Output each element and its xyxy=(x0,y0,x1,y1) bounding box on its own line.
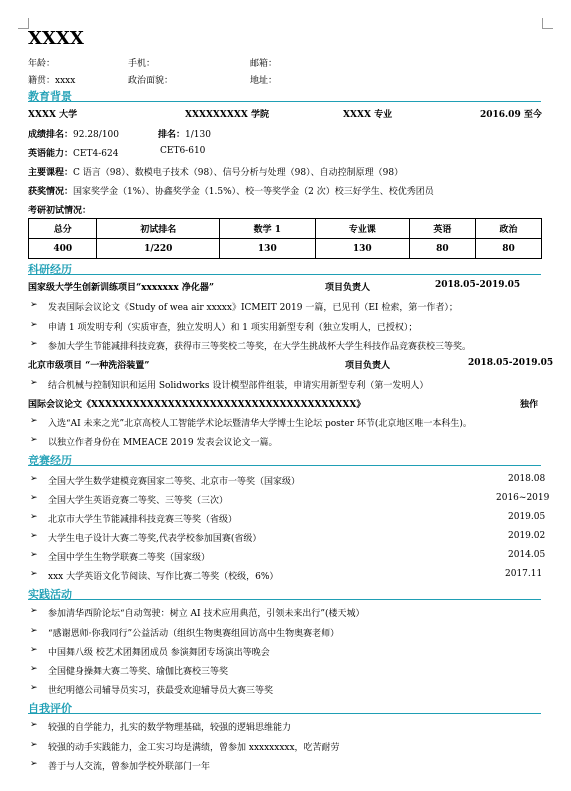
applicant-name: XXXX xyxy=(28,28,84,49)
table-cell: 130 xyxy=(315,239,409,259)
bullet-icon: ➢ xyxy=(30,493,38,503)
award-date: 2014.05 xyxy=(508,550,546,560)
table-header-row xyxy=(29,219,542,239)
list-item: 结合机械与控制知识和运用 Solidworks 设计模型部件组装，申请实用新型专利（第一发明人） xyxy=(48,381,429,391)
section-title-education: 教育背景 xyxy=(28,90,72,103)
list-item: 申请 1 项发明专利（实质审查，独立发明人）和 1 项实用新型专利（独立发明人，已授权）； xyxy=(48,323,418,333)
table-cell: 1/220 xyxy=(97,239,220,259)
section-title-research: 科研经历 xyxy=(28,263,72,276)
address-label: 地址： xyxy=(250,76,278,86)
project2-title: 北京市级项目 “一种洗浴装置” xyxy=(28,361,150,371)
bullet-icon: ➢ xyxy=(30,474,38,484)
project1-role: 项目负责人 xyxy=(325,283,371,293)
edu-date: 2016.09 至今 xyxy=(480,110,542,120)
major-name: XXXX 专业 xyxy=(343,110,393,120)
college-name: XXXXXXXXX 学院 xyxy=(185,110,269,120)
exam-label: 考研初试情况： xyxy=(28,206,92,216)
list-item: 发表国际会议论文《Study of wea air xxxxx》ICMEIT 2019 一篇，已见刊（EI 检索，第一作者）； xyxy=(48,303,458,313)
award-date: 2016~2019 xyxy=(496,493,550,503)
list-item: 以独立作者身份在 MMEACE 2019 发表会议论文一篇。 xyxy=(48,438,278,448)
honors-label: 获奖情况： xyxy=(28,187,74,197)
phone-label: 手机： xyxy=(128,59,156,69)
english-ability xyxy=(28,146,118,159)
award-item: xxx 大学英语文化节阅读、写作比赛二等奖（校级，6%） xyxy=(48,572,279,582)
section-title-self: 自我评价 xyxy=(28,702,72,715)
bullet-icon: ➢ xyxy=(30,606,38,616)
exam-score-table xyxy=(28,218,542,259)
section-title-awards: 竞赛经历 xyxy=(28,454,72,467)
paper-title: 国际会议论文《XXXXXXXXXXXXXXXXXXXXXXXXXXXXXXXXXXXXXX》 xyxy=(28,400,366,410)
section-divider xyxy=(28,101,541,102)
bullet-icon: ➢ xyxy=(30,512,38,522)
hometown-label: 籍贯：xxxx xyxy=(28,76,76,86)
cet6-score: CET6-610 xyxy=(160,146,206,156)
main-courses-value: C 语言（98）、数模电子技术（98）、信号分析与处理（98）、自动控制原理（98） xyxy=(73,168,404,178)
table-header-cell: 数学 1 xyxy=(220,219,316,239)
table-header-cell: 英语 xyxy=(409,219,475,239)
table-header-cell: 总分 xyxy=(29,219,97,239)
award-item: 大学生电子设计大赛二等奖,代表学校参加国赛(省级） xyxy=(48,534,262,544)
bullet-icon: ➢ xyxy=(30,720,38,730)
section-divider xyxy=(28,713,541,714)
class-rank xyxy=(158,127,211,140)
award-item: 全国大学生英语竞赛二等奖、三等奖（三次） xyxy=(48,496,229,506)
main-courses-label: 主要课程： xyxy=(28,168,74,178)
practice-item: 世纪明德公司辅导员实习，获最受欢迎辅导员大赛三等奖 xyxy=(48,686,274,696)
list-item: 参加大学生节能减排科技竞赛，获得市三等奖校二等奖，在大学生挑战杯大学生科技作品竞赛获校三等奖。 xyxy=(48,342,472,352)
table-row xyxy=(29,239,542,259)
self-item: 较强的动手实践能力，金工实习均是满绩，曾参加 xxxxxxxxx，吃苦耐劳 xyxy=(48,743,340,753)
award-date: 2019.02 xyxy=(508,531,546,541)
bullet-icon: ➢ xyxy=(30,320,38,330)
table-cell: 400 xyxy=(29,239,97,259)
section-divider xyxy=(28,599,541,600)
award-item: 北京市大学生节能减排科技竞赛三等奖（省级） xyxy=(48,515,238,525)
bullet-icon: ➢ xyxy=(30,550,38,560)
section-title-practice: 实践活动 xyxy=(28,588,72,601)
class-rank-value: 1/130 xyxy=(185,130,211,140)
table-header-cell: 政治 xyxy=(475,219,541,239)
bullet-icon: ➢ xyxy=(30,416,38,426)
school-name: XXXX 大学 xyxy=(28,110,78,120)
paper-role: 独作 xyxy=(520,400,539,410)
grade-rank-label: 成绩排名： xyxy=(28,130,74,140)
project2-date: 2018.05-2019.05 xyxy=(468,358,554,368)
section-divider xyxy=(28,274,541,275)
email-label: 邮箱： xyxy=(250,59,278,69)
cet4-score: CET4-624 xyxy=(73,149,119,159)
project1-title: 国家级大学生创新训练项目“xxxxxxx 净化器” xyxy=(28,283,215,293)
award-date: 2017.11 xyxy=(505,569,543,579)
project1-date: 2018.05-2019.05 xyxy=(435,280,521,290)
age-label: 年龄： xyxy=(28,59,56,69)
bullet-icon: ➢ xyxy=(30,435,38,445)
list-item: 入选“AI 未来之光”北京高校人工智能学术论坛暨清华大学博士生论坛 poster 环节(北京地区唯一本科生)。 xyxy=(48,419,472,429)
self-item: 善于与人交流，曾参加学校外联部门一年 xyxy=(48,762,211,772)
bullet-icon: ➢ xyxy=(30,531,38,541)
politics-label: 政治面貌： xyxy=(128,76,174,86)
table-cell: 130 xyxy=(220,239,316,259)
award-date: 2018.08 xyxy=(508,474,546,484)
table-cell: 80 xyxy=(475,239,541,259)
award-date: 2019.05 xyxy=(508,512,546,522)
award-item: 全国大学生数学建模竞赛国家二等奖、北京市一等奖（国家级） xyxy=(48,477,301,487)
award-item: 全国中学生生物学联赛二等奖（国家级） xyxy=(48,553,211,563)
english-ability-label: 英语能力： xyxy=(28,149,74,159)
bullet-icon: ➢ xyxy=(30,664,38,674)
self-item: 较强的自学能力，扎实的数学物理基础，较强的逻辑思维能力 xyxy=(48,723,292,733)
practice-item: 参加清华西阶论坛“自动驾驶：树立 AI 技术应用典范，引领未来出行”(楼天城） xyxy=(48,609,365,619)
bullet-icon: ➢ xyxy=(30,759,38,769)
grade-rank xyxy=(28,127,119,140)
bullet-icon: ➢ xyxy=(30,740,38,750)
class-rank-label: 排名： xyxy=(158,130,186,140)
project2-role: 项目负责人 xyxy=(345,361,391,371)
table-header-cell: 专业课 xyxy=(315,219,409,239)
bullet-icon: ➢ xyxy=(30,569,38,579)
grade-rank-value: 92.28/100 xyxy=(73,130,119,140)
bullet-icon: ➢ xyxy=(30,683,38,693)
honors-value: 国家奖学金（1%）、协鑫奖学金（1.5%）、校一等奖学金（2 次）校三好学生、校优秀团员 xyxy=(73,187,434,197)
practice-item: 中国舞八级 校艺术团舞团成员 参演舞团专场演出等晚会 xyxy=(48,648,270,658)
honors xyxy=(28,184,434,197)
bullet-icon: ➢ xyxy=(30,300,38,310)
bullet-icon: ➢ xyxy=(30,645,38,655)
bullet-icon: ➢ xyxy=(30,378,38,388)
page-corner-mark xyxy=(542,18,553,29)
section-divider xyxy=(28,465,541,466)
bullet-icon: ➢ xyxy=(30,339,38,349)
table-header-cell: 初试排名 xyxy=(97,219,220,239)
bullet-icon: ➢ xyxy=(30,626,38,636)
main-courses xyxy=(28,165,403,178)
practice-item: 全国健身操舞大赛二等奖、瑜伽比赛校三等奖 xyxy=(48,667,229,677)
practice-item: “感谢恩师·你我同行”公益活动（组织生物奥赛组回访高中生物奥赛老师） xyxy=(48,629,340,639)
table-cell: 80 xyxy=(409,239,475,259)
